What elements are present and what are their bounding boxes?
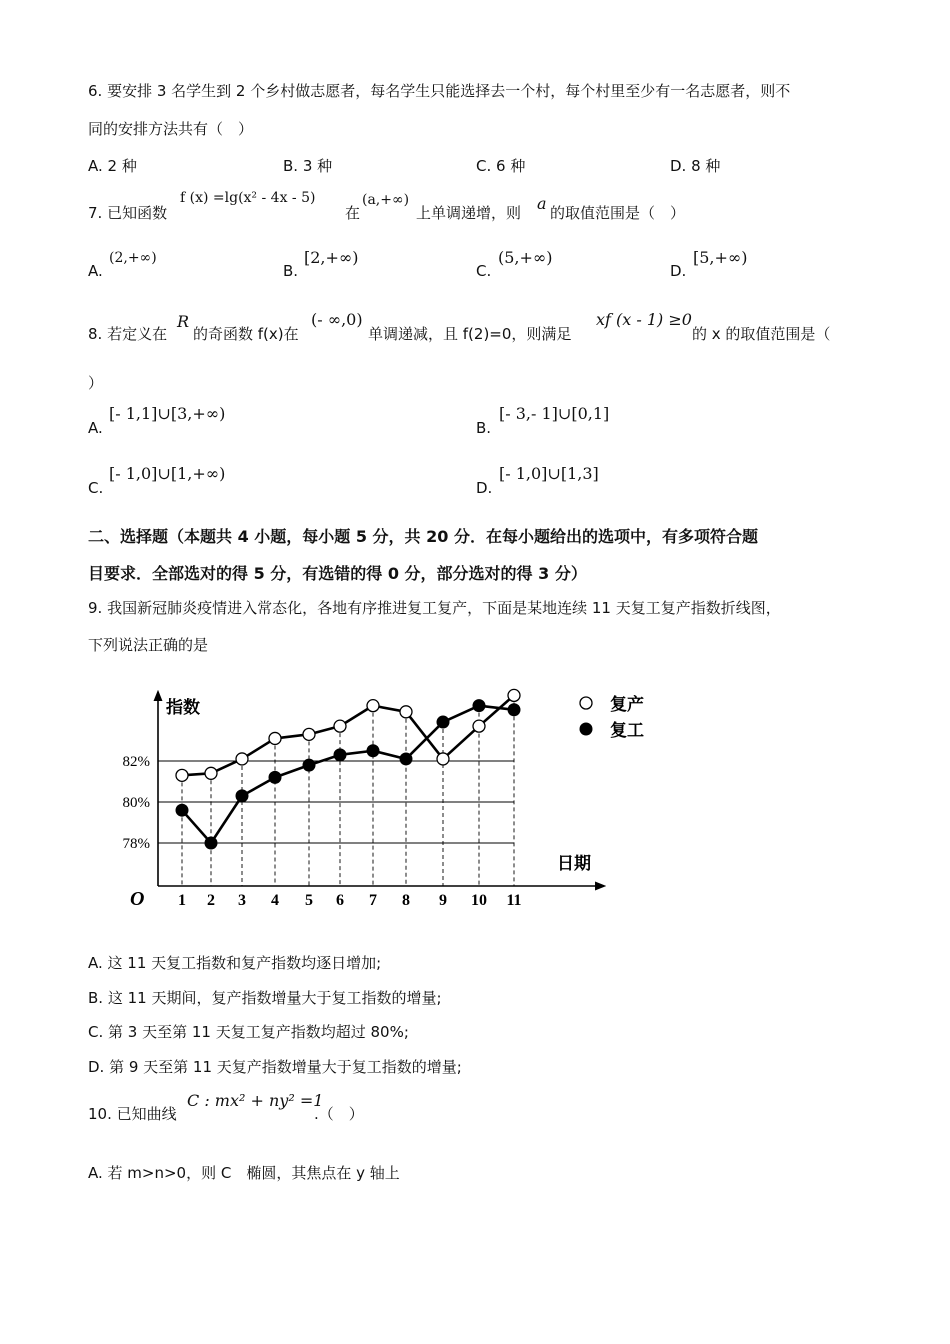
q7-variable: a — [537, 194, 547, 213]
fuchan-point-4 — [269, 732, 281, 744]
x-tick-9: 9 — [439, 892, 447, 909]
section2-heading-line2: 目要求．全部选对的得 5 分，有选错的得 0 分，部分选对的得 3 分） — [88, 564, 587, 583]
fuchan-point-8 — [400, 706, 412, 718]
q7-option-a-label: A. — [88, 262, 103, 280]
q8-option-c-value: [- 1,0]∪[1,+∞) — [109, 464, 226, 483]
q6-option-c: C. 6 种 — [476, 157, 526, 175]
q7-function: f (x) =lg(x² - 4x - 5) — [180, 190, 316, 206]
legend-marker-fugong — [580, 723, 593, 736]
series-points — [176, 689, 521, 849]
q8-close-paren: ） — [88, 374, 104, 392]
x-tick-labels — [178, 892, 522, 909]
fugong-point-8 — [400, 752, 413, 765]
x-axis-label: 日期 — [557, 854, 591, 873]
fugong-point-1 — [176, 804, 189, 817]
q8-set: R — [177, 312, 190, 331]
fugong-point-7 — [367, 744, 380, 757]
series-lines — [182, 695, 514, 843]
q6-option-a: A. 2 种 — [88, 157, 137, 175]
series-line-fuchan — [182, 695, 514, 775]
origin-label: O — [130, 888, 145, 910]
q6-line1: 6. 要安排 3 名学生到 2 个乡村做志愿者，每名学生只能选择去一个村，每个村里至少有一名志愿者，则不 — [88, 82, 791, 100]
y-tick-82: 82% — [122, 754, 150, 770]
q9-option-a: A. 这 11 天复工指数和复产指数均逐日增加; — [88, 954, 382, 972]
fuchan-point-11 — [508, 689, 520, 701]
fuchan-point-9 — [437, 753, 449, 765]
x-tick-8: 8 — [402, 892, 410, 909]
q7-suffix: 的取值范围是（ ） — [550, 204, 686, 222]
legend-label-fuchan: 复产 — [610, 695, 644, 714]
q7-option-b-value: [2,+∞) — [304, 248, 359, 267]
fugong-point-2 — [205, 837, 218, 850]
legend-label-fugong: 复工 — [610, 721, 644, 740]
x-tick-7: 7 — [369, 892, 377, 909]
q10-option-a: A. 若 m>n>0，则 C 椭圆，其焦点在 y 轴上 — [88, 1164, 400, 1182]
fuchan-point-5 — [303, 728, 315, 740]
q7-mid: 在 — [345, 204, 361, 222]
q8-option-c-label: C. — [88, 479, 104, 497]
y-axis-label: 指数 — [166, 698, 200, 717]
q7-mid2: 上单调递增，则 — [416, 204, 522, 222]
fugong-point-5 — [303, 759, 316, 772]
q8-mid2: 单调递减，且 f(2)=0，则满足 — [368, 325, 572, 343]
q6-option-b: B. 3 种 — [283, 157, 333, 175]
fuchan-point-2 — [205, 767, 217, 779]
q7-option-d-label: D. — [670, 262, 687, 280]
series-line-fugong — [182, 706, 514, 843]
fuchan-point-10 — [473, 720, 485, 732]
q9-option-c: C. 第 3 天至第 11 天复工复产指数均超过 80%; — [88, 1023, 409, 1041]
y-tick-80: 80% — [122, 795, 150, 811]
x-tick-4: 4 — [271, 892, 279, 909]
q10-suffix: .（ ） — [314, 1105, 364, 1123]
legend-marker-fuchan — [580, 697, 592, 709]
q6-option-d: D. 8 种 — [670, 157, 721, 175]
q9-option-b: B. 这 11 天期间，复产指数增量大于复工指数的增量; — [88, 989, 442, 1007]
fuchan-point-6 — [334, 720, 346, 732]
index-line-chart — [0, 680, 700, 915]
x-tick-5: 5 — [305, 892, 313, 909]
q9-option-d: D. 第 9 天至第 11 天复产指数增量大于复工指数的增量; — [88, 1058, 462, 1076]
x-tick-6: 6 — [336, 892, 344, 909]
fugong-point-3 — [236, 789, 249, 802]
section2-heading-line1: 二、选择题（本题共 4 小题，每小题 5 分，共 20 分．在每小题给出的选项中，有多项符合题 — [88, 527, 758, 546]
q8-mid: 的奇函数 f(x)在 — [193, 325, 299, 343]
fugong-point-11 — [508, 703, 521, 716]
q9-line2: 下列说法正确的是 — [88, 636, 209, 654]
y-tick-78: 78% — [122, 836, 150, 852]
x-tick-1: 1 — [178, 892, 186, 909]
q7-prefix: 7. 已知函数 — [88, 204, 168, 222]
q7-option-c-value: (5,+∞) — [498, 248, 553, 267]
q8-option-d-value: [- 1,0]∪[1,3] — [499, 464, 599, 483]
q8-option-d-label: D. — [476, 479, 493, 497]
y-tick-labels — [123, 754, 151, 852]
fuchan-point-3 — [236, 753, 248, 765]
q7-option-c-label: C. — [476, 262, 492, 280]
fugong-point-4 — [269, 771, 282, 784]
q7-option-d-value: [5,+∞) — [693, 248, 748, 267]
q8-interval: (- ∞,0) — [311, 310, 363, 329]
q8-option-a-value: [- 1,1]∪[3,+∞) — [109, 404, 226, 423]
q8-option-b-value: [- 3,- 1]∪[0,1] — [499, 404, 610, 423]
q9-line1: 9. 我国新冠肺炎疫情进入常态化，各地有序推进复工复产，下面是某地连续 11 天复工复产指数折线图， — [88, 599, 781, 617]
x-tick-3: 3 — [238, 892, 246, 909]
q8-option-a-label: A. — [88, 419, 103, 437]
chart-legend — [580, 694, 645, 740]
fugong-point-10 — [473, 699, 486, 712]
x-tick-2: 2 — [207, 892, 215, 909]
x-tick-11: 11 — [506, 892, 522, 909]
fugong-point-9 — [437, 716, 450, 729]
q6-line2: 同的安排方法共有（ ） — [88, 120, 254, 138]
q10-curve: C : mx² + ny² =1 — [187, 1091, 324, 1110]
fuchan-point-7 — [367, 700, 379, 712]
q7-option-b-label: B. — [283, 262, 299, 280]
chart-drop-lines — [182, 695, 514, 886]
q8-inequality: xf (x - 1) ≥0 — [596, 310, 692, 329]
q7-option-a-value: (2,+∞) — [109, 250, 157, 266]
fuchan-point-1 — [176, 769, 188, 781]
fugong-point-6 — [334, 748, 347, 761]
q8-prefix: 8. 若定义在 — [88, 325, 168, 343]
q8-option-b-label: B. — [476, 419, 492, 437]
q7-interval: (a,+∞) — [362, 192, 410, 208]
q10-prefix: 10. 已知曲线 — [88, 1105, 177, 1123]
q8-suffix: 的 x 的取值范围是（ — [692, 325, 831, 343]
x-tick-10: 10 — [471, 892, 487, 909]
